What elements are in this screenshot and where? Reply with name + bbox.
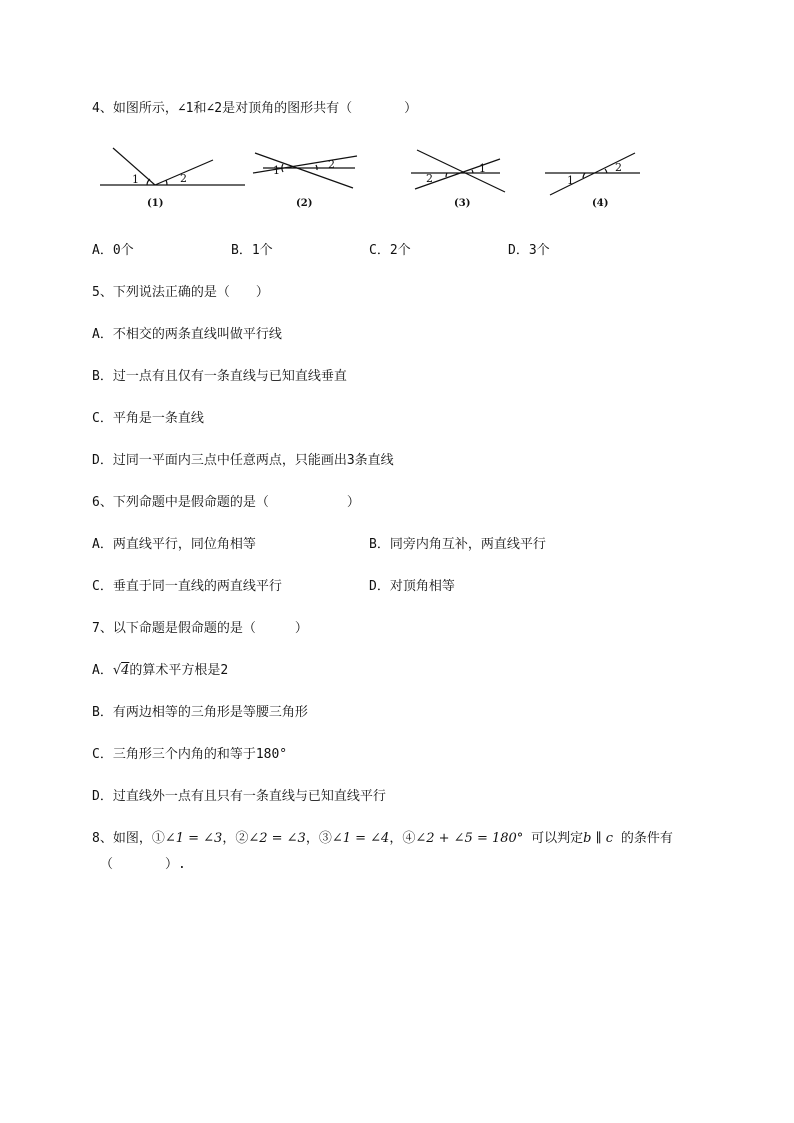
q4-figures: [95, 140, 655, 212]
q8-condition-1: ∠1 = ∠3: [164, 831, 223, 846]
fig3-angle2-label: 2: [426, 172, 433, 185]
q4-option-a: A．0个: [92, 243, 134, 258]
q8-mid: 可以判定: [523, 831, 584, 846]
q8-end: 的条件有: [613, 831, 673, 846]
sqrt-symbol: √: [112, 663, 122, 678]
fig3-angle1-label: 1: [479, 162, 486, 175]
q5-option-b: B．过一点有且仅有一条直线与已知直线垂直: [92, 369, 347, 384]
q8-stem: [92, 831, 673, 847]
fig2-angle1-label: 1: [273, 164, 280, 177]
q4-option-b: B．1个: [231, 243, 273, 258]
figure-1: [100, 148, 245, 185]
q4-option-c: C．2个: [369, 243, 411, 258]
q4-stem: 4、如图所示，∠1和∠2是对顶角的图形共有（ ）: [92, 101, 418, 116]
q8-sep-2: ，②: [222, 831, 249, 846]
q6-option-b: B．同旁内角互补，两直线平行: [369, 537, 546, 552]
fig-label-1: (1): [147, 198, 164, 209]
fig-label-3: (3): [454, 198, 471, 209]
q8-sep-4: ，④: [389, 831, 416, 846]
q7-option-a-suffix: 的算术平方根是2: [129, 663, 229, 678]
q6-option-d: D．对顶角相等: [369, 579, 455, 594]
figure-4: [545, 153, 640, 195]
q7-option-c: C．三角形三个内角的和等于180°: [92, 747, 288, 762]
q8-relation: b ∥ c: [583, 831, 613, 846]
q6-option-a: A．两直线平行，同位角相等: [92, 537, 256, 552]
q4-option-d: D．3个: [508, 243, 550, 258]
fig2-angle2-label: 2: [328, 158, 335, 171]
q5-option-d: D．过同一平面内三点中任意两点，只能画出3条直线: [92, 453, 394, 468]
fig1-angle1-label: 1: [132, 173, 139, 186]
q6-option-c: C．垂直于同一直线的两直线平行: [92, 579, 282, 594]
q8-sep-3: ，③: [305, 831, 332, 846]
fig-label-4: (4): [592, 198, 609, 209]
fig-label-2: (2): [296, 198, 313, 209]
figure-3: [411, 150, 505, 192]
q8-condition-2: ∠2 = ∠3: [248, 831, 306, 846]
q8-condition-4: ∠2 + ∠5 = 180°: [415, 831, 524, 846]
q7-option-b: B．有两边相等的三角形是等腰三角形: [92, 705, 308, 720]
q7-radicand: 4: [121, 663, 130, 678]
q7-stem: 7、以下命题是假命题的是（ ）: [92, 621, 308, 636]
q5-option-c: C．平角是一条直线: [92, 411, 204, 426]
q8-condition-3: ∠1 = ∠4: [331, 831, 390, 846]
q5-option-a: A．不相交的两条直线叫做平行线: [92, 327, 282, 342]
q7-option-d: D．过直线外一点有且只有一条直线与已知直线平行: [92, 789, 386, 804]
q8-answer-blank: （ ）.: [100, 857, 186, 872]
q5-stem: 5、下列说法正确的是（ ）: [92, 285, 269, 300]
q8-stem-start: 8、如图，①: [92, 831, 165, 846]
fig4-angle2-label: 2: [615, 161, 622, 174]
q6-stem: 6、下列命题中是假命题的是（ ）: [92, 495, 360, 510]
figure-2: [253, 153, 357, 188]
fig1-angle2-label: 2: [180, 172, 187, 185]
fig4-angle1-label: 1: [567, 174, 574, 187]
q7-option-a: [92, 663, 228, 679]
q7-option-a-prefix: A．: [92, 663, 113, 678]
